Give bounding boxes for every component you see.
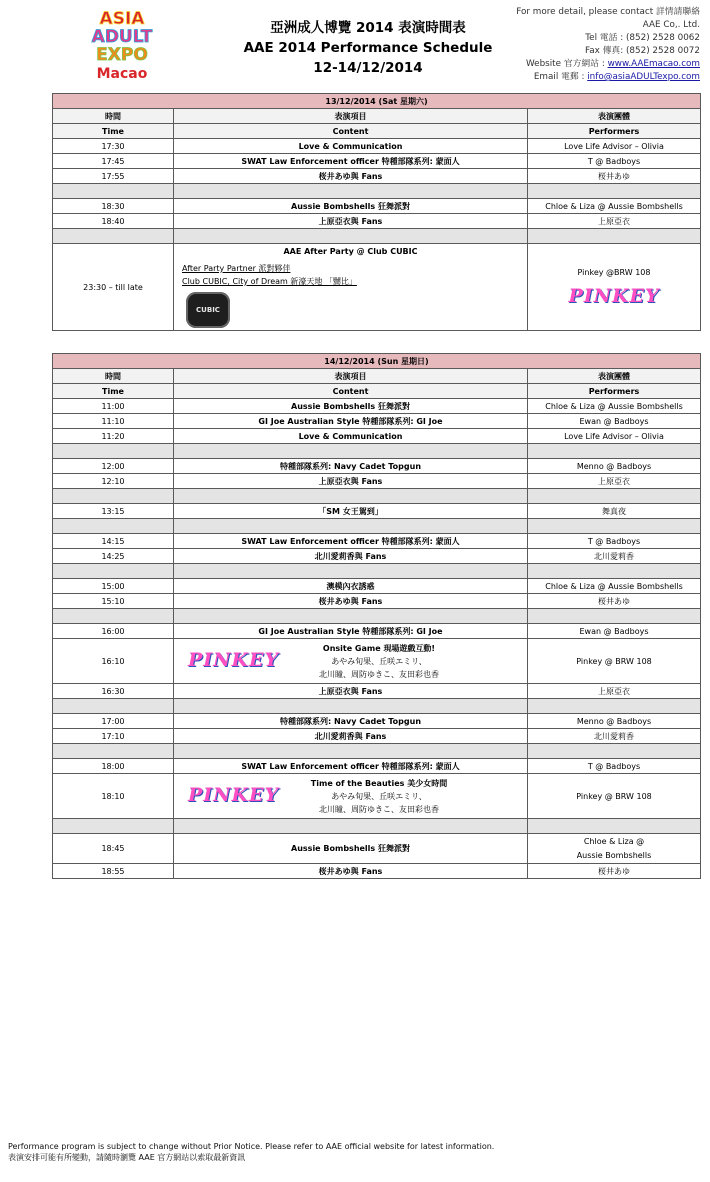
performer-cell: 桜井あゆ <box>528 594 701 609</box>
logo-line3: EXPO <box>96 45 148 65</box>
time-cell: 18:45 <box>53 834 174 864</box>
blank-row <box>53 489 701 504</box>
header-performers-en: Performers <box>528 384 701 399</box>
header-row-cn <box>53 369 701 384</box>
header-content-en: Content <box>174 384 528 399</box>
contact-fax: Fax 傳真: (852) 2528 0072 <box>584 46 700 56</box>
asia-adult-expo-logo <box>76 6 168 82</box>
content-cell: 上原亞衣與 Fans <box>174 474 528 489</box>
game-row <box>53 639 701 684</box>
content-cell: Aussie Bombshells 狂舞派對 <box>174 834 528 864</box>
table-row <box>53 549 701 564</box>
header-time-cn: 時間 <box>53 369 174 384</box>
performer-cell: Pinkey @ BRW 108 <box>528 774 701 819</box>
performer-line2: Aussie Bombshells <box>576 850 652 860</box>
time-cell: 18:40 <box>53 214 174 229</box>
header-content-en: Content <box>174 124 528 139</box>
content-cell: Aussie Bombshells 狂舞派對 <box>174 199 528 214</box>
blank-row <box>53 519 701 534</box>
header-content-cn: 表演項目 <box>174 369 528 384</box>
game-title: Onsite Game 現場遊戲互動! <box>322 644 436 653</box>
time-cell: 17:45 <box>53 154 174 169</box>
performer-cell: Chloe & Liza @ Aussie Bombshells <box>528 199 701 214</box>
after-party-title: AAE After Party @ Club CUBIC <box>283 247 418 256</box>
content-cell: SWAT Law Enforcement officer 特種部隊系列: 蒙面人 <box>174 534 528 549</box>
table-row <box>53 864 701 879</box>
pinkey-logo: PINKEY <box>188 784 280 806</box>
table-row <box>53 729 701 744</box>
table-row <box>53 834 701 864</box>
game-block <box>174 639 527 683</box>
time-cell: 17:55 <box>53 169 174 184</box>
time-cell: 11:20 <box>53 429 174 444</box>
email-link[interactable]: info@asiaADULTexpo.com <box>587 72 700 82</box>
content-cell: 桜井あゆ與 Fans <box>174 864 528 879</box>
contact-website-row <box>516 58 700 71</box>
pinkey-logo: PINKEY <box>188 649 280 671</box>
header-performers-cn: 表演團體 <box>528 109 701 124</box>
time-cell: 15:10 <box>53 594 174 609</box>
content-cell: Love & Communication <box>174 139 528 154</box>
content-cell: 特種部隊系列: Navy Cadet Topgun <box>174 714 528 729</box>
performer-cell: 上原亞衣 <box>528 684 701 699</box>
content-cell: Love & Communication <box>174 429 528 444</box>
blank-row <box>53 184 701 199</box>
header-row-en <box>53 384 701 399</box>
content-cell: SWAT Law Enforcement officer 特種部隊系列: 蒙面人 <box>174 154 528 169</box>
content-cell <box>174 244 528 331</box>
content-cell: Aussie Bombshells 狂舞派對 <box>174 399 528 414</box>
after-party-partner: After Party Partner 派對夥伴 <box>182 264 291 273</box>
performer-cell <box>528 834 701 864</box>
game-block <box>174 774 527 818</box>
performer-cell <box>528 244 701 331</box>
time-cell: 17:30 <box>53 139 174 154</box>
blank-row <box>53 819 701 834</box>
time-cell: 18:30 <box>53 199 174 214</box>
date-cell: 13/12/2014 (Sat 星期六) <box>53 94 701 109</box>
content-cell: 特種部隊系列: Navy Cadet Topgun <box>174 459 528 474</box>
after-party-row <box>53 244 701 331</box>
header-content-cn: 表演項目 <box>174 109 528 124</box>
contact-intro: For more detail, please contact 詳情請聯絡 <box>516 7 700 17</box>
website-label: Website 官方網站 : <box>525 59 608 69</box>
logo-line1: ASIA <box>99 9 145 29</box>
performer-cell: 桜井あゆ <box>528 864 701 879</box>
after-party-venue: Club CUBIC, City of Dream 新濠天地 「嬲比」 <box>182 277 357 286</box>
time-cell: 18:00 <box>53 759 174 774</box>
logo-line2: ADULT <box>91 27 153 47</box>
content-cell: 桜井あゆ與 Fans <box>174 594 528 609</box>
table-row <box>53 579 701 594</box>
header-performers-cn: 表演團體 <box>528 369 701 384</box>
game-row <box>53 774 701 819</box>
content-cell: 上原亞衣與 Fans <box>174 684 528 699</box>
performer-cell: T @ Badboys <box>528 759 701 774</box>
time-cell: 14:15 <box>53 534 174 549</box>
blank-row <box>53 564 701 579</box>
performer-line1: Chloe & Liza @ <box>583 836 645 846</box>
header-time-cn: 時間 <box>53 109 174 124</box>
table-row <box>53 594 701 609</box>
blank-row <box>53 744 701 759</box>
time-cell: 17:10 <box>53 729 174 744</box>
content-cell: 「SM 女王駕到」 <box>174 504 528 519</box>
performer-cell: Menno @ Badboys <box>528 459 701 474</box>
contact-email-row <box>516 71 700 84</box>
blank-row <box>53 444 701 459</box>
game-text <box>274 642 484 681</box>
table-row <box>53 399 701 414</box>
website-link[interactable]: www.AAEmacao.com <box>607 59 700 69</box>
game-performers-line2: 北川瞳、周防ゆきこ、友田彩也香 <box>319 670 439 679</box>
title-block <box>200 18 536 78</box>
content-cell <box>174 774 528 819</box>
time-cell: 15:00 <box>53 579 174 594</box>
header-row-en <box>53 124 701 139</box>
content-cell: 北川愛莉香與 Fans <box>174 549 528 564</box>
content-cell: GI Joe Australian Style 特種部隊系列: GI Joe <box>174 414 528 429</box>
performer-cell: T @ Badboys <box>528 534 701 549</box>
performer-cell: 北川愛莉香 <box>528 729 701 744</box>
table-row <box>53 714 701 729</box>
table-row <box>53 684 701 699</box>
contact-company: AAE Co,. Ltd. <box>642 20 700 30</box>
table-row <box>53 429 701 444</box>
time-cell: 18:55 <box>53 864 174 879</box>
content-cell: 上原亞衣與 Fans <box>174 214 528 229</box>
header-time-en: Time <box>53 124 174 139</box>
performer-cell: 上原亞衣 <box>528 474 701 489</box>
date-row <box>53 354 701 369</box>
table-row <box>53 504 701 519</box>
table-row <box>53 214 701 229</box>
schedule-table-day2 <box>52 353 701 879</box>
game-performers-line1: あやみ旬果、丘咲エミリ、 <box>331 792 427 801</box>
game-performers-line2: 北川瞳、周防ゆきこ、友田彩也香 <box>319 805 439 814</box>
pinkey-logo: PINKEY <box>568 284 660 307</box>
date-row <box>53 94 701 109</box>
content-cell: SWAT Law Enforcement officer 特種部隊系列: 蒙面人 <box>174 759 528 774</box>
time-cell: 16:30 <box>53 684 174 699</box>
email-label: Email 電郵 : <box>533 72 588 82</box>
time-cell: 23:30 – till late <box>53 244 174 331</box>
blank-row <box>53 229 701 244</box>
game-text <box>274 777 484 816</box>
table-row <box>53 154 701 169</box>
header-row-cn <box>53 109 701 124</box>
header-performers-en: Performers <box>528 124 701 139</box>
table-row <box>53 474 701 489</box>
performer-cell: Chloe & Liza @ Aussie Bombshells <box>528 399 701 414</box>
table-row <box>53 139 701 154</box>
time-cell: 18:10 <box>53 774 174 819</box>
performer-cell: Pinkey @ BRW 108 <box>528 639 701 684</box>
time-cell: 11:10 <box>53 414 174 429</box>
table-row <box>53 414 701 429</box>
table-row <box>53 624 701 639</box>
performer-cell: Chloe & Liza @ Aussie Bombshells <box>528 579 701 594</box>
club-cubic-logo: CUBIC <box>186 292 230 328</box>
performer-cell: Love Life Advisor – Olivia <box>528 139 701 154</box>
date-cell: 14/12/2014 (Sun 星期日) <box>53 354 701 369</box>
time-cell: 17:00 <box>53 714 174 729</box>
after-party-block <box>174 244 527 330</box>
game-performers-line1: あやみ旬果、丘咲エミリ、 <box>331 657 427 666</box>
title-english: AAE 2014 Performance Schedule <box>243 40 493 56</box>
performer-cell: Ewan @ Badboys <box>528 624 701 639</box>
content-cell: 澳模內衣誘惑 <box>174 579 528 594</box>
performer-cell: 上原亞衣 <box>528 214 701 229</box>
title-chinese: 亞洲成人博覽 2014 表演時間表 <box>270 20 466 36</box>
table-row <box>53 759 701 774</box>
blank-row <box>53 609 701 624</box>
time-cell: 14:25 <box>53 549 174 564</box>
contact-block <box>516 6 700 84</box>
schedule-table-day1 <box>52 93 701 331</box>
time-cell: 16:00 <box>53 624 174 639</box>
performer-cell: Menno @ Badboys <box>528 714 701 729</box>
footer-notice <box>8 1141 494 1163</box>
performer-name: Pinkey @BRW 108 <box>577 267 651 277</box>
footer-line-chinese: 表演安排可能有所變動，請隨時瀏覽 AAE 官方網站以索取最新資訊 <box>8 1153 246 1162</box>
content-cell: 北川愛莉香與 Fans <box>174 729 528 744</box>
time-cell: 13:15 <box>53 504 174 519</box>
performer-cell: 桜井あゆ <box>528 169 701 184</box>
table-row <box>53 199 701 214</box>
performer-cell: T @ Badboys <box>528 154 701 169</box>
content-cell <box>174 639 528 684</box>
time-cell: 16:10 <box>53 639 174 684</box>
table-row <box>53 459 701 474</box>
performer-cell: 北川愛莉香 <box>528 549 701 564</box>
time-cell: 12:10 <box>53 474 174 489</box>
performer-cell: Love Life Advisor – Olivia <box>528 429 701 444</box>
logo-line4: Macao <box>96 66 148 82</box>
time-cell: 12:00 <box>53 459 174 474</box>
table-row <box>53 534 701 549</box>
header-time-en: Time <box>53 384 174 399</box>
title-dates: 12-14/12/2014 <box>313 60 423 76</box>
table-row <box>53 169 701 184</box>
blank-row <box>53 699 701 714</box>
content-cell: GI Joe Australian Style 特種部隊系列: GI Joe <box>174 624 528 639</box>
game-title: Time of the Beauties 美少女時間 <box>310 779 448 788</box>
footer-line-english: Performance program is subject to change without Prior Notice. Please refer to AAE official website for latest information. <box>8 1142 495 1151</box>
performer-cell: Ewan @ Badboys <box>528 414 701 429</box>
performer-cell: 舞真夜 <box>528 504 701 519</box>
contact-tel: Tel 電話 : (852) 2528 0062 <box>585 33 700 43</box>
content-cell: 桜井あゆ與 Fans <box>174 169 528 184</box>
time-cell: 11:00 <box>53 399 174 414</box>
